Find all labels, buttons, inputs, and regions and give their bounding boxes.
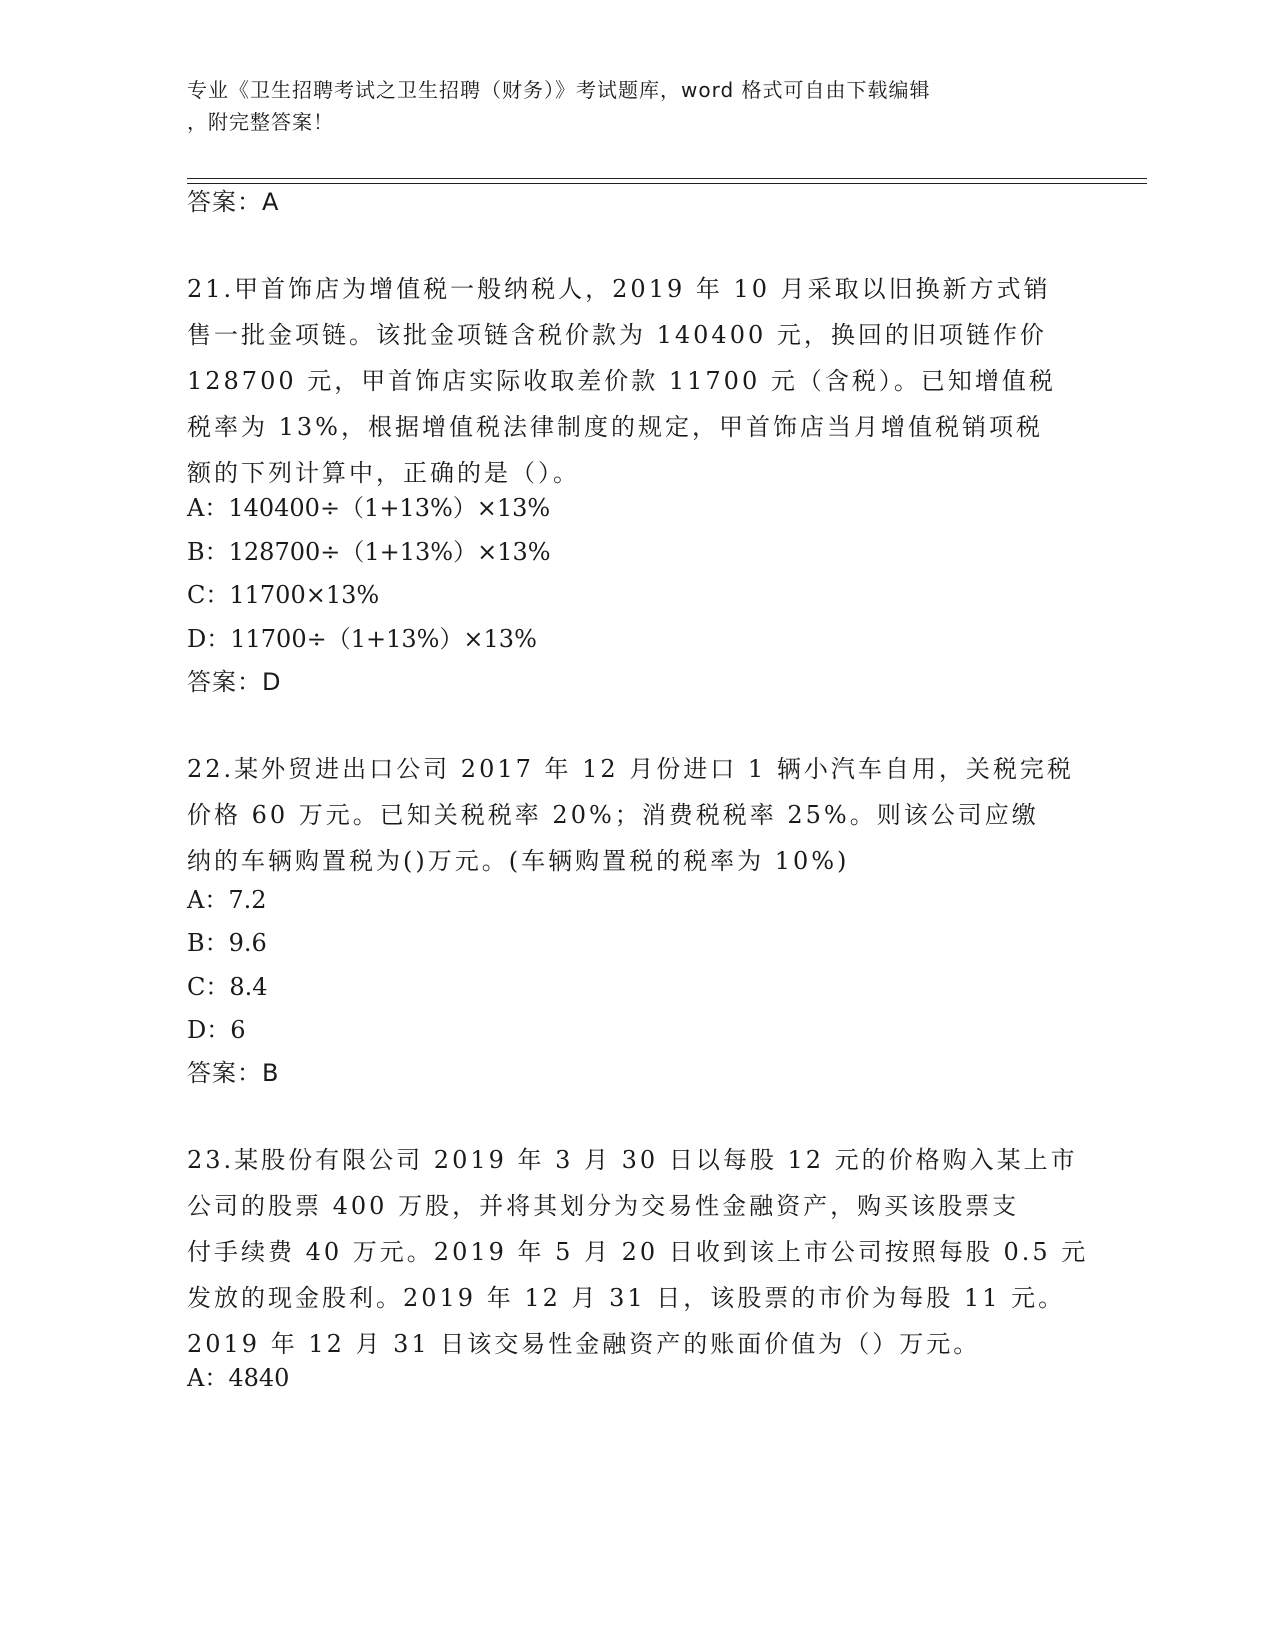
answer-label: 答案：B [187,1059,280,1087]
question-line: 128700 元，甲首饰店实际收取差价款 11700 元（含税）。已知增值税 [187,367,1056,395]
question-22-text [187,746,1074,884]
document-header [187,74,1087,138]
question-21-text [187,266,1067,496]
question-line: 售一批金项链。该批金项链含税价款为 140400 元，换回的旧项链作价 [187,321,1047,349]
answer-label: 答案：D [187,668,282,696]
question-line: 额的下列计算中，正确的是（）。 [187,459,580,487]
option-d: D：11700÷（1+13%）×13% [187,625,537,653]
header-line-1: 专业《卫生招聘考试之卫生招聘（财务）》考试题库，word 格式可自由下载编辑 [187,78,931,102]
question-23-text [187,1137,1089,1367]
question-line: 21.甲首饰店为增值税一般纳税人，2019 年 10 月采取以旧换新方式销 [187,275,1051,303]
question-line: 2019 年 12 月 31 日该交易性金融资产的账面价值为（）万元。 [187,1330,981,1358]
header-line-2: ，附完整答案！ [187,110,334,134]
option-b: B：128700÷（1+13%）×13% [187,538,551,566]
answer-label: 答案：A [187,188,280,216]
option-a: A：140400÷（1+13%）×13% [187,494,551,522]
question-line: 发放的现金股利。2019 年 12 月 31 日，该股票的市价为每股 11 元。 [187,1284,1066,1312]
option-c: C：8.4 [187,973,268,1001]
question-line: 纳的车辆购置税为()万元。(车辆购置税的税率为 10%) [187,847,850,875]
question-line: 22.某外贸进出口公司 2017 年 12 月份进口 1 辆小汽车自用，关税完税 [187,755,1074,783]
option-d: D：6 [187,1016,246,1044]
question-line: 公司的股票 400 万股，并将其划分为交易性金融资产，购买该股票支 [187,1192,1020,1220]
question-line: 价格 60 万元。已知关税税率 20%；消费税税率 25%。则该公司应缴 [187,801,1039,829]
question-line: 税率为 13%，根据增值税法律制度的规定，甲首饰店当月增值税销项税 [187,413,1043,441]
question-line: 付手续费 40 万元。2019 年 5 月 20 日收到该上市公司按照每股 0.5 元 [187,1238,1089,1266]
option-a: A：7.2 [187,886,267,914]
question-line: 23.某股份有限公司 2019 年 3 月 30 日以每股 12 元的价格购入某上市 [187,1146,1078,1174]
option-c: C：11700×13% [187,581,380,609]
header-divider-top [187,178,1147,179]
header-divider-bottom [187,183,1147,184]
option-a: A：4840 [187,1364,290,1392]
option-b: B：9.6 [187,929,267,957]
